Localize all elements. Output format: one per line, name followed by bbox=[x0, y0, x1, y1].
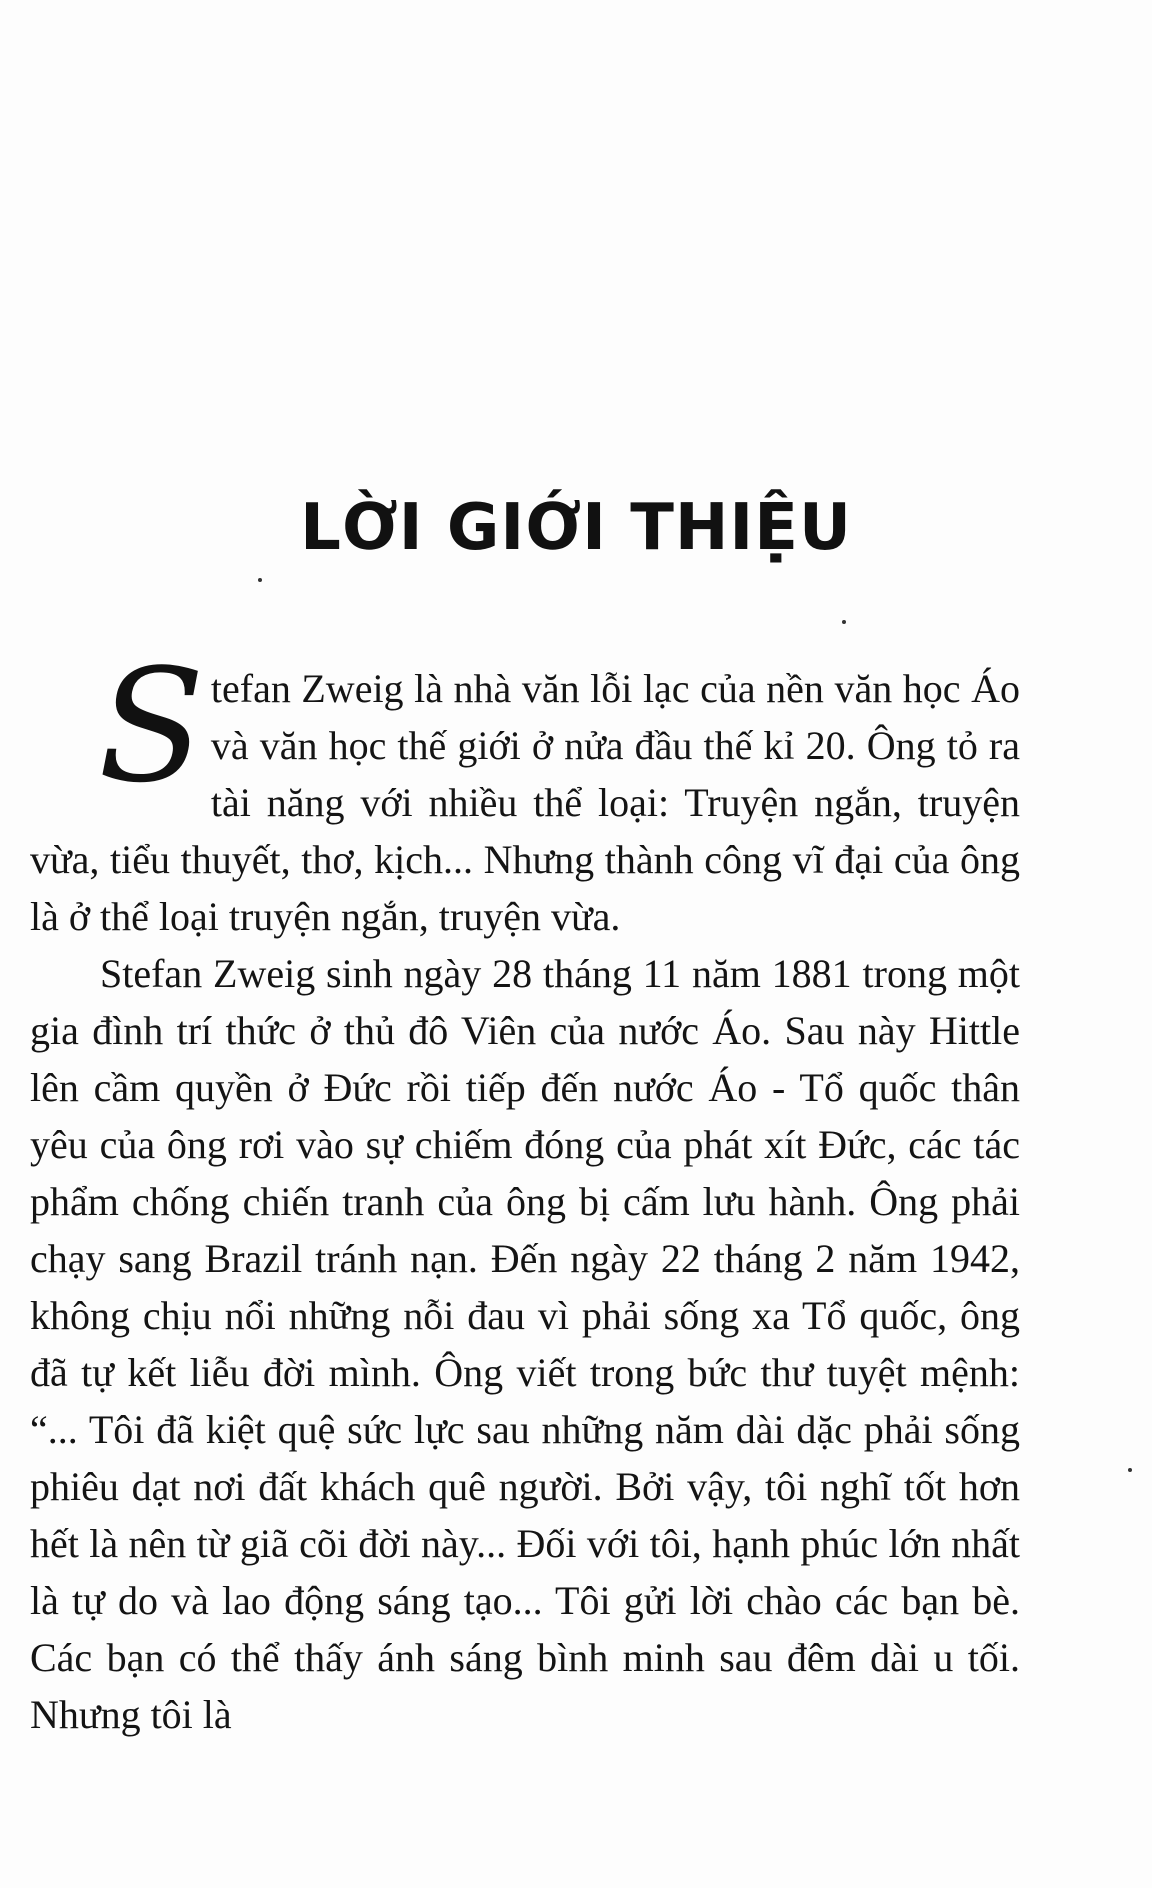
paragraph-1 bbox=[30, 635, 1020, 945]
drop-cap: S bbox=[98, 635, 205, 817]
scan-speck bbox=[1128, 1468, 1132, 1472]
scan-speck bbox=[258, 578, 262, 582]
scan-speck bbox=[842, 620, 846, 624]
page-title: LỜI GIỚI THIỆU bbox=[300, 490, 852, 565]
paragraph-2: Stefan Zweig sinh ngày 28 tháng 11 năm 1881 trong một gia đình trí thức ở thủ đô Viên của nước Áo. Sau này Hittle lên cầm quyền ở Đức rồi tiếp đến nước Áo - Tổ quốc thân yêu của ông rơi vào sự chiếm đóng của phát xít Đức, các tác phẩm chống chiến tranh của ông bị cấm lưu hành. Ông phải chạy sang Brazil tránh nạn. Đến ngày 22 tháng 2 năm 1942, không chịu nổi những nỗi đau vì phải sống xa Tổ quốc, ông đã tự kết liễu đời mình. Ông viết trong bức thư tuyệt mệnh: “... Tôi đã kiệt quệ sức lực sau những năm dài dặc phải sống phiêu dạt nơi đất khách quê người. Bởi vậy, tôi nghĩ tốt hơn hết là nên từ giã cõi đời này... Đối với tôi, hạnh phúc lớn nhất là tự do và lao động sáng tạo... Tôi gửi lời chào các bạn bè. Các bạn có thể thấy ánh sáng bình minh sau đêm dài u tối. Nhưng tôi là bbox=[30, 951, 1020, 1737]
paragraph-1-text: tefan Zweig là nhà văn lỗi lạc của nền văn học Áo và văn học thế giới ở nửa đầu thế kỉ 20. Ông tỏ ra tài năng với nhiều thể loại: Truyện ngắn, truyện vừa, tiểu thuyết, thơ, kịch... Nhưng thành công vĩ đại của ông là ở thể loại truyện ngắn, truyện vừa. bbox=[30, 666, 1020, 939]
introduction-body bbox=[30, 635, 1020, 1743]
